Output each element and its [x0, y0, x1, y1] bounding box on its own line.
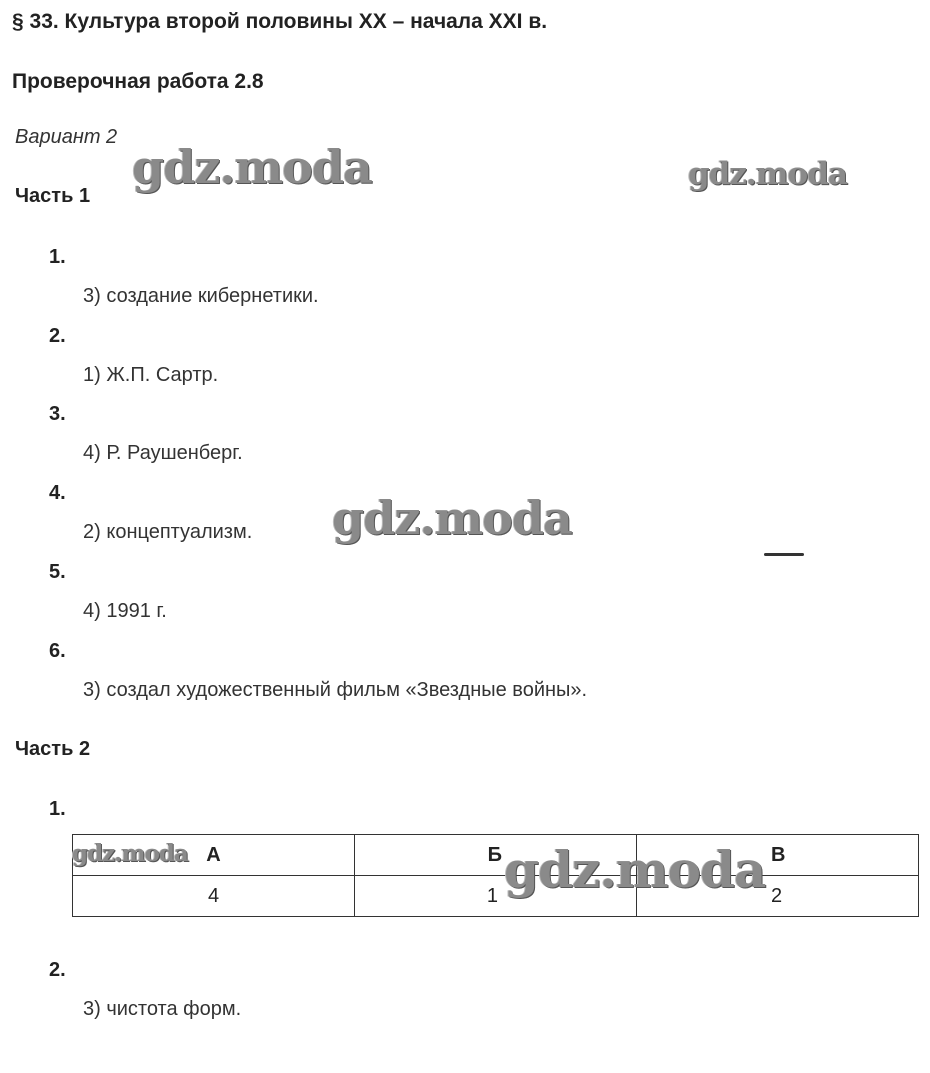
watermark-logo: gdz.moda — [688, 156, 847, 192]
part1-question-5-number: 5. — [49, 561, 66, 583]
part2-question-1-number: 1. — [49, 798, 66, 820]
table-value-c: 2 — [637, 876, 919, 917]
table-value-a: 4 — [73, 876, 355, 917]
table-value-b: 1 — [355, 876, 637, 917]
part1-question-3-number: 3. — [49, 403, 66, 425]
part2-question-2-number: 2. — [49, 959, 66, 981]
table-header-c: В — [637, 835, 919, 876]
part1-question-2-number: 2. — [49, 325, 66, 347]
watermark-logo: gdz.moda — [132, 140, 372, 194]
watermark-logo: gdz.moda — [504, 840, 766, 899]
part1-question-4-answer: 2) концептуализм. — [83, 521, 253, 543]
part1-question-6-number: 6. — [49, 640, 66, 662]
watermark-logo: gdz.moda — [332, 491, 572, 545]
decorative-dash — [764, 553, 804, 556]
part1-question-3-answer: 4) Р. Раушенберг. — [83, 442, 243, 464]
part1-question-2-answer: 1) Ж.П. Сартр. — [83, 364, 219, 386]
matching-table — [72, 834, 919, 917]
part2-question-2-answer: 3) чистота форм. — [83, 998, 242, 1020]
page-title: § 33. Культура второй половины XX – начала XXI в. — [12, 10, 548, 33]
table-header-b: Б — [355, 835, 637, 876]
table-header-a: А — [73, 835, 355, 876]
part1-question-1-answer: 3) создание кибернетики. — [83, 285, 319, 307]
table-value-row — [73, 876, 919, 917]
part1-question-1-number: 1. — [49, 246, 66, 268]
test-subtitle: Проверочная работа 2.8 — [12, 70, 264, 93]
watermark-logo: gdz.moda — [72, 840, 188, 867]
part1-heading: Часть 1 — [15, 185, 91, 207]
part2-heading: Часть 2 — [15, 738, 91, 760]
variant-label: Вариант 2 — [15, 126, 118, 148]
part1-question-5-answer: 4) 1991 г. — [83, 600, 167, 622]
part1-question-4-number: 4. — [49, 482, 66, 504]
part1-question-6-answer: 3) создал художественный фильм «Звездные войны». — [83, 679, 588, 701]
table-header-row — [73, 835, 919, 876]
